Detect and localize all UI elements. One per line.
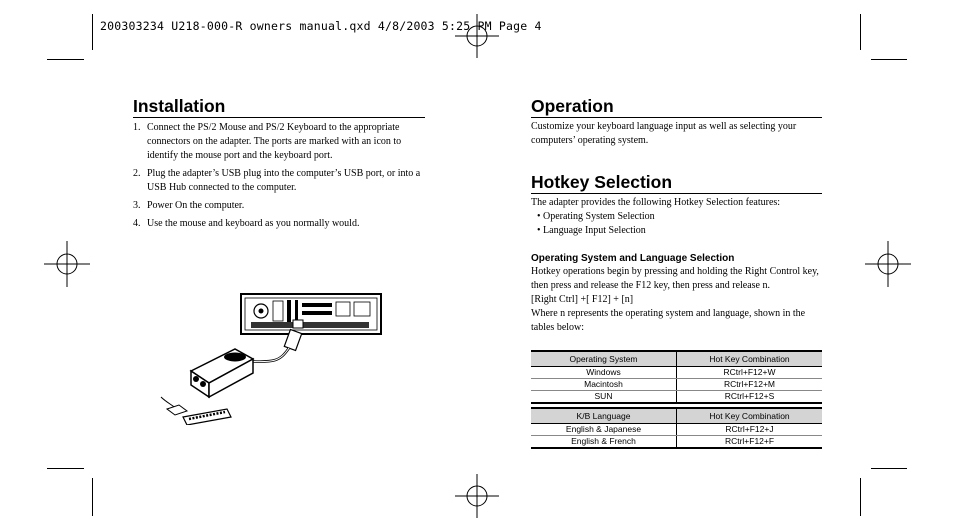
table-header-cell: K/B Language <box>531 408 677 424</box>
installation-steps <box>133 121 425 231</box>
table-row <box>531 391 822 404</box>
registration-mark-top-icon <box>455 14 499 58</box>
hotkey-intro: The adapter provides the following Hotkey Selection features: <box>531 197 781 208</box>
step-text: Plug the adapter’s USB plug into the computer’s USB port, or into a USB Hub connected to the computer. <box>147 168 421 193</box>
list-item: • Language Input Selection <box>537 224 822 238</box>
os-language-subheading: Operating System and Language Selection <box>531 253 735 264</box>
hotkey-heading: Hotkey Selection <box>531 172 822 194</box>
table-header-row <box>531 408 822 424</box>
table-cell: RCtrl+F12+S <box>677 391 823 404</box>
crop-mark-top-right-horizontal <box>871 59 907 60</box>
operation-section <box>531 96 822 449</box>
registration-mark-left-icon <box>44 241 90 287</box>
table-cell: Macintosh <box>531 379 677 391</box>
hotkey-section <box>531 172 822 449</box>
installation-heading: Installation <box>133 96 425 118</box>
list-item: • Operating System Selection <box>537 210 822 224</box>
step-number: 3. <box>133 200 141 211</box>
list-item <box>133 217 425 231</box>
step-number: 2. <box>133 168 141 179</box>
hotkey-paragraph-2: [Right Ctrl] +[ F12] + [n] <box>531 294 634 305</box>
crop-mark-top-right-vertical <box>860 14 861 50</box>
registration-mark-right-icon <box>865 241 911 287</box>
table-cell: Windows <box>531 367 677 379</box>
crop-mark-top-left-horizontal <box>47 59 84 60</box>
list-item <box>133 199 425 213</box>
os-hotkey-table <box>531 350 822 404</box>
step-number: 1. <box>133 122 141 133</box>
hotkey-features-list <box>531 210 822 238</box>
table-cell: RCtrl+F12+M <box>677 379 823 391</box>
table-header-cell: Hot Key Combination <box>677 408 823 424</box>
installation-section <box>133 96 425 235</box>
table-header-cell: Hot Key Combination <box>677 351 823 367</box>
hotkey-paragraph-3: Where n represents the operating system and language, shown in the tables below: <box>531 308 806 333</box>
crop-mark-bottom-left-vertical <box>92 478 93 516</box>
table-cell: English & Japanese <box>531 424 677 436</box>
registration-mark-bottom-icon <box>455 474 499 518</box>
table-row <box>531 436 822 449</box>
slug-line: 200303234 U218-000-R owners manual.qxd 4/8/2003 5:25 PM Page 4 <box>100 19 542 33</box>
operation-description: Customize your keyboard language input as well as selecting your computers’ operating system. <box>531 121 797 146</box>
table-header-cell: Operating System <box>531 351 677 367</box>
table-cell: SUN <box>531 391 677 404</box>
table-cell: English & French <box>531 436 677 449</box>
table-header-row <box>531 351 822 367</box>
table-cell: RCtrl+F12+J <box>677 424 823 436</box>
table-cell: RCtrl+F12+W <box>677 367 823 379</box>
operation-heading: Operation <box>531 96 822 118</box>
hotkey-paragraph-1: Hotkey operations begin by pressing and holding the Right Control key, then press and release the F12 key, then press and release n. <box>531 266 819 291</box>
table-cell: RCtrl+F12+F <box>677 436 823 449</box>
table-row <box>531 379 822 391</box>
list-item <box>133 121 425 163</box>
crop-mark-top-left-vertical <box>92 14 93 50</box>
crop-mark-bottom-right-horizontal <box>871 468 907 469</box>
usb-adapter-connection-illustration-icon <box>155 293 385 425</box>
kb-language-hotkey-table <box>531 407 822 449</box>
crop-mark-bottom-left-horizontal <box>47 468 84 469</box>
step-text: Connect the PS/2 Mouse and PS/2 Keyboard to the appropriate connectors on the adapter. The ports are marked with an icon to identify the mouse port and the keyboard port. <box>147 122 402 161</box>
table-row <box>531 424 822 436</box>
table-row <box>531 367 822 379</box>
step-number: 4. <box>133 218 141 229</box>
list-item <box>133 167 425 195</box>
crop-mark-bottom-right-vertical <box>860 478 861 516</box>
step-text: Use the mouse and keyboard as you normally would. <box>147 218 360 229</box>
step-text: Power On the computer. <box>147 200 245 211</box>
